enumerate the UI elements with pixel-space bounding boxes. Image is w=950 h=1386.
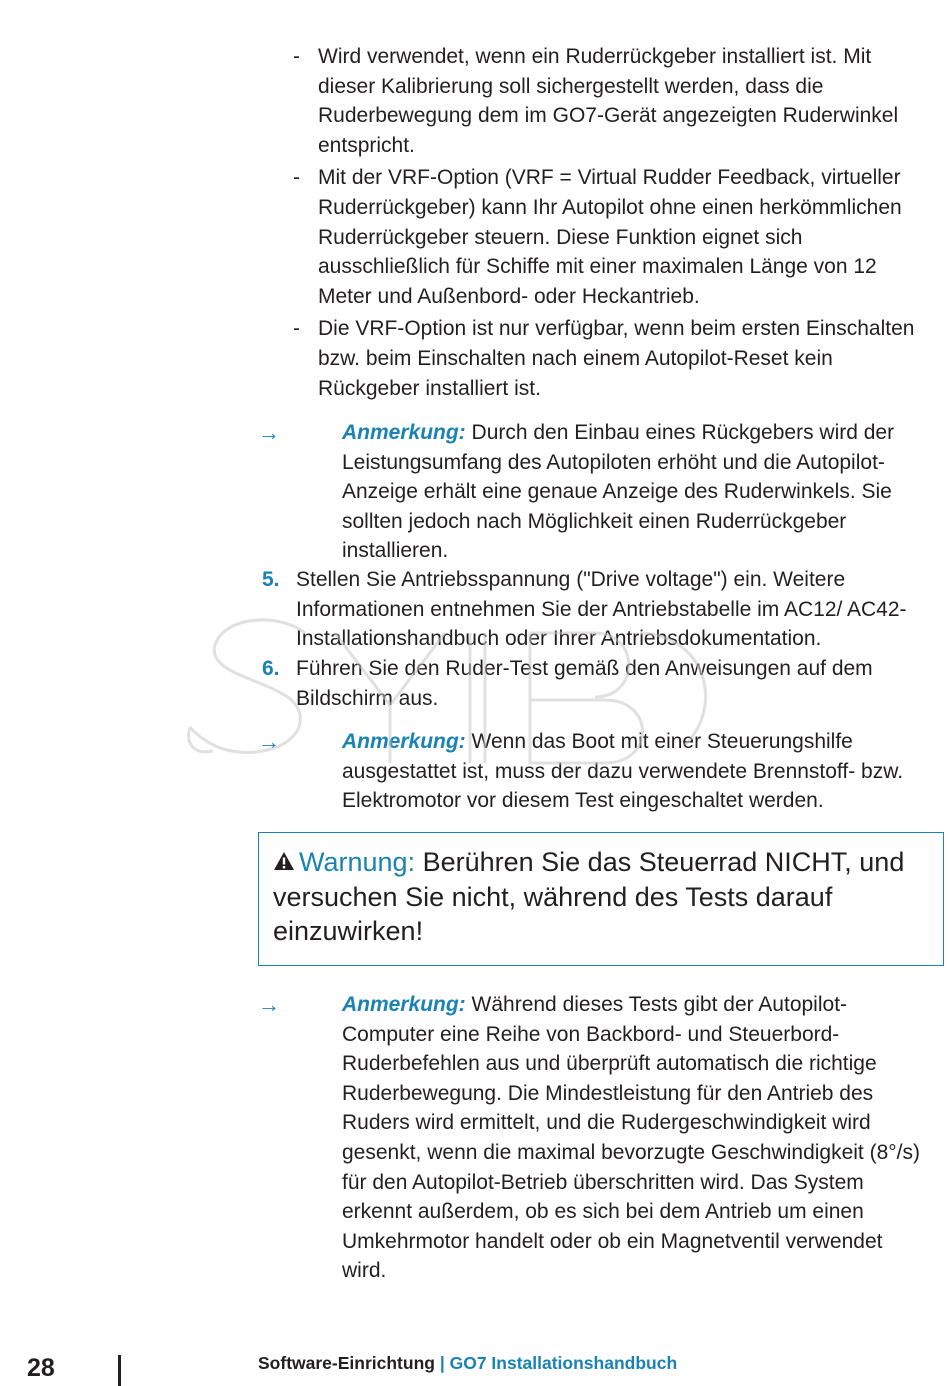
warning-triangle-icon xyxy=(273,851,295,871)
note-body: Während dieses Tests gibt der Autopilot-Computer eine Reihe von Backbord- und Steuerbord-Ruderbefehlen aus und überprüft automatisch die richtige Ruderbewegung. Die Mindestleistung für den Antrieb des Ruders wird ermittelt, und die Rudergeschwindigkeit wird gesenkt, wenn die maximal bevorzugte Geschwindigkeit (8°/s) für den Autopilot-Betrieb überschritten wird. Das System erkennt außerdem, ob es sich bei dem Antrieb um einen Umkehrmotor handelt oder ob ein Magnetventil verwendet wird. xyxy=(342,993,921,1283)
dash-bullet: - xyxy=(293,317,300,341)
footer-divider xyxy=(118,1355,121,1386)
arrow-right-icon: → xyxy=(258,420,280,445)
watermark-logo xyxy=(185,605,745,775)
step-text: Führen Sie den Ruder-Test gemäß den Anweisungen auf dem Bildschirm aus. xyxy=(296,657,873,710)
note-label: Anmerkung: xyxy=(342,421,466,444)
note-1 xyxy=(258,418,928,566)
arrow-right-icon: → xyxy=(258,992,280,1017)
note-label: Anmerkung: xyxy=(342,730,466,753)
footer-separator: | xyxy=(439,1353,445,1373)
note-3 xyxy=(258,990,928,1286)
arrow-right-icon: → xyxy=(258,729,280,754)
note-text xyxy=(342,990,928,1286)
footer-book-title: GO7 Installationshandbuch xyxy=(449,1353,678,1373)
page-footer xyxy=(0,1350,950,1386)
dash-bullet: - xyxy=(293,166,300,190)
dash-item-text: Die VRF-Option ist nur verfügbar, wenn beim ersten Einschalten bzw. beim Einschalten nach einem Autopilot-Reset kein Rückgeber installiert ist. xyxy=(318,317,915,400)
dash-bullet: - xyxy=(293,45,300,68)
step-text: Stellen Sie Antriebsspannung ("Drive voltage") ein. Weitere Informationen entnehmen Sie der Antriebstabelle im AC12/ AC42-Installationshandbuch oder Ihrer Antriebsdokumentation. xyxy=(296,568,907,651)
warning-box xyxy=(258,832,944,966)
note-body: Durch den Einbau eines Rückgebers wird der Leistungsumfang des Autopiloten erhöht und die Autopilot-Anzeige erhält eine genaue Anzeige des Ruderwinkels. Sie sollten jedoch nach Möglichkeit einen Ruderrückgeber installieren. xyxy=(342,421,895,563)
step-number: 5. xyxy=(262,568,280,591)
page-number: 28 xyxy=(27,1354,55,1382)
dash-list xyxy=(293,42,928,406)
footer-section: Software-Einrichtung xyxy=(258,1353,435,1373)
dash-item-text: Mit der VRF-Option (VRF = Virtual Rudder Feedback, virtueller Ruderrückgeber) kann Ihr Autopilot ohne einen herkömmlichen Ruderrückgeber steuern. Diese Funktion eignet sich ausschließlich für Schiffe mit einer maximalen Länge von 12 Meter und Außenbord- oder Heckantrieb. xyxy=(318,166,902,308)
dash-item-text: Wird verwendet, wenn ein Ruderrückgeber installiert ist. Mit dieser Kalibrierung soll sichergestellt werden, dass die Ruderbewegung dem im GO7-Gerät angezeigten Ruderwinkel entspricht. xyxy=(318,45,899,157)
footer-title xyxy=(258,1353,677,1374)
dash-item xyxy=(293,42,928,160)
dash-item xyxy=(293,314,928,403)
step-number: 6. xyxy=(262,657,280,680)
note-text xyxy=(342,418,928,566)
warning-label: Warnung: xyxy=(299,847,416,877)
note-label: Anmerkung: xyxy=(342,993,466,1016)
note-body: Wenn das Boot mit einer Steuerungshilfe ausgestattet ist, muss der dazu verwendete Brennstoff- bzw. Elektromotor vor diesem Test eingeschaltet werden. xyxy=(342,730,904,813)
warning-text: Berühren Sie das Steuerrad NICHT, und versuchen Sie nicht, während des Tests darauf einzuwirken! xyxy=(273,847,905,946)
dash-item xyxy=(293,163,928,311)
